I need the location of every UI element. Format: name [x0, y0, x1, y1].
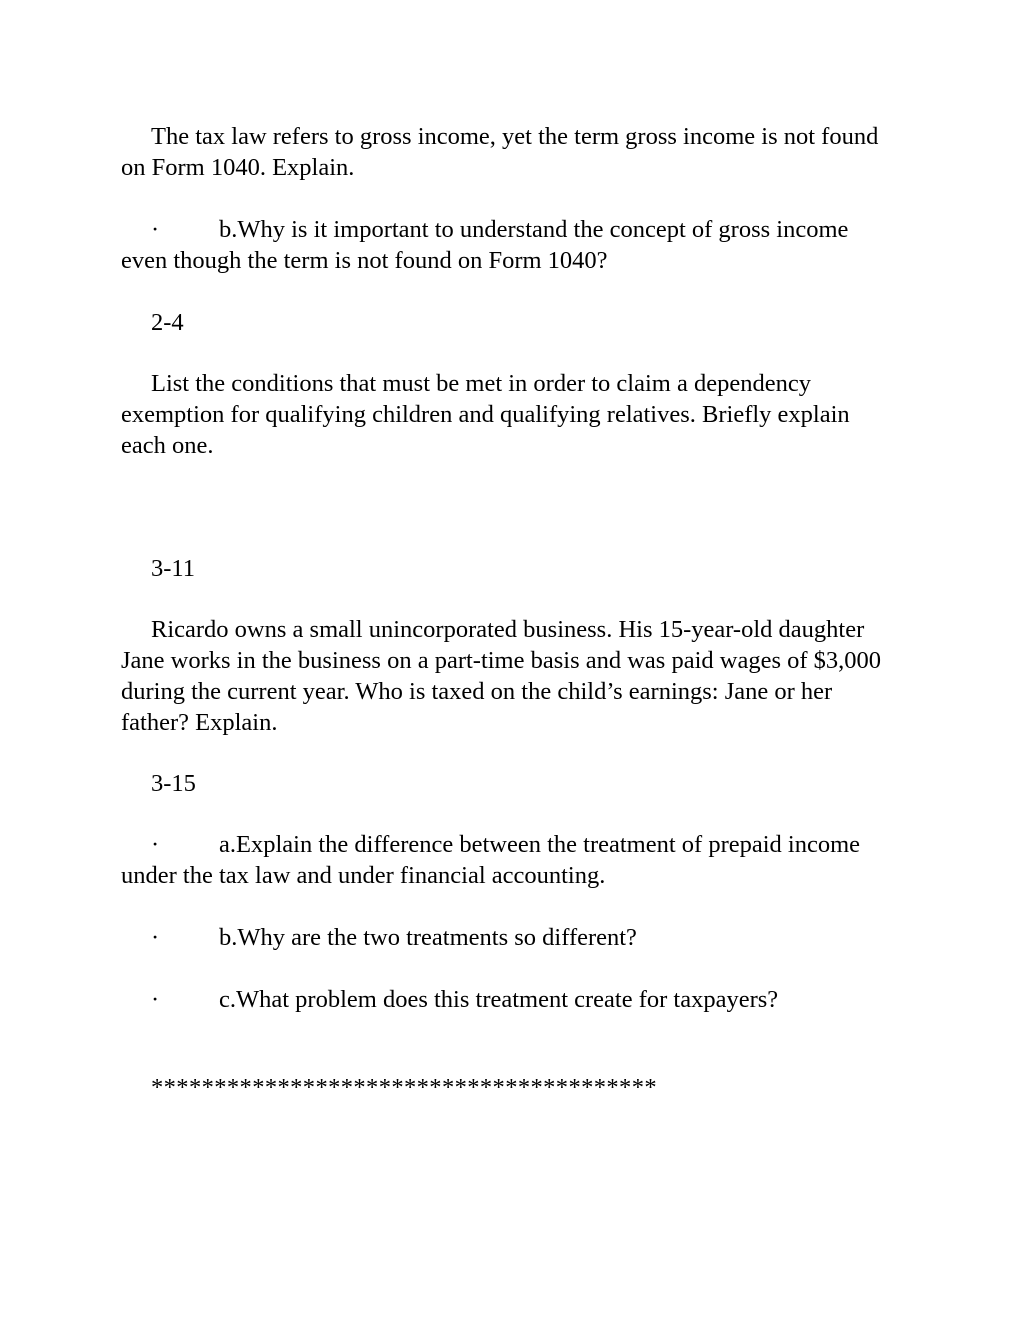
section-heading-3-15: 3-15: [151, 770, 196, 797]
bullet-item-text: a.Explain the difference between the treatment of prepaid income under the tax law and under financial accounting.: [121, 831, 861, 889]
paragraph-ricardo-business: Ricardo owns a small unincorporated business. His 15-year-old daughter Jane works in the business on a part-time basis and was paid wages of $3,000 during the current year. Who is taxed on the child’s earnings: Jane or her father? Explain.: [121, 616, 882, 736]
bullet-marker: ·: [151, 986, 160, 1013]
bullet-marker: ·: [151, 924, 160, 951]
bullet-item-b-gross-income: [121, 214, 886, 276]
bullet-marker: ·: [151, 831, 160, 858]
bullet-item-b-treatments: [121, 922, 886, 953]
bullet-item-text: c.What problem does this treatment create for taxpayers?: [219, 986, 779, 1013]
bullet-item-text: b.Why is it important to understand the concept of gross income even though the term is not found on Form 1040?: [121, 216, 849, 274]
section-heading-3-11: 3-11: [151, 555, 195, 582]
bullet-item-c-taxpayer-problem: [121, 984, 886, 1015]
paragraph-gross-income-question: The tax law refers to gross income, yet the term gross income is not found on Form 1040. Explain.: [121, 123, 879, 181]
bullet-item-a-prepaid-income: [121, 829, 886, 891]
bullet-item-text: b.Why are the two treatments so different?: [219, 924, 637, 951]
bullet-marker: ·: [151, 216, 160, 243]
section-heading-2-4: 2-4: [151, 309, 184, 336]
paragraph-dependency-conditions: List the conditions that must be met in order to claim a dependency exemption for qualifying children and qualifying relatives. Briefly explain each one.: [121, 370, 850, 459]
asterisk-separator: ****************************************: [151, 1074, 657, 1101]
